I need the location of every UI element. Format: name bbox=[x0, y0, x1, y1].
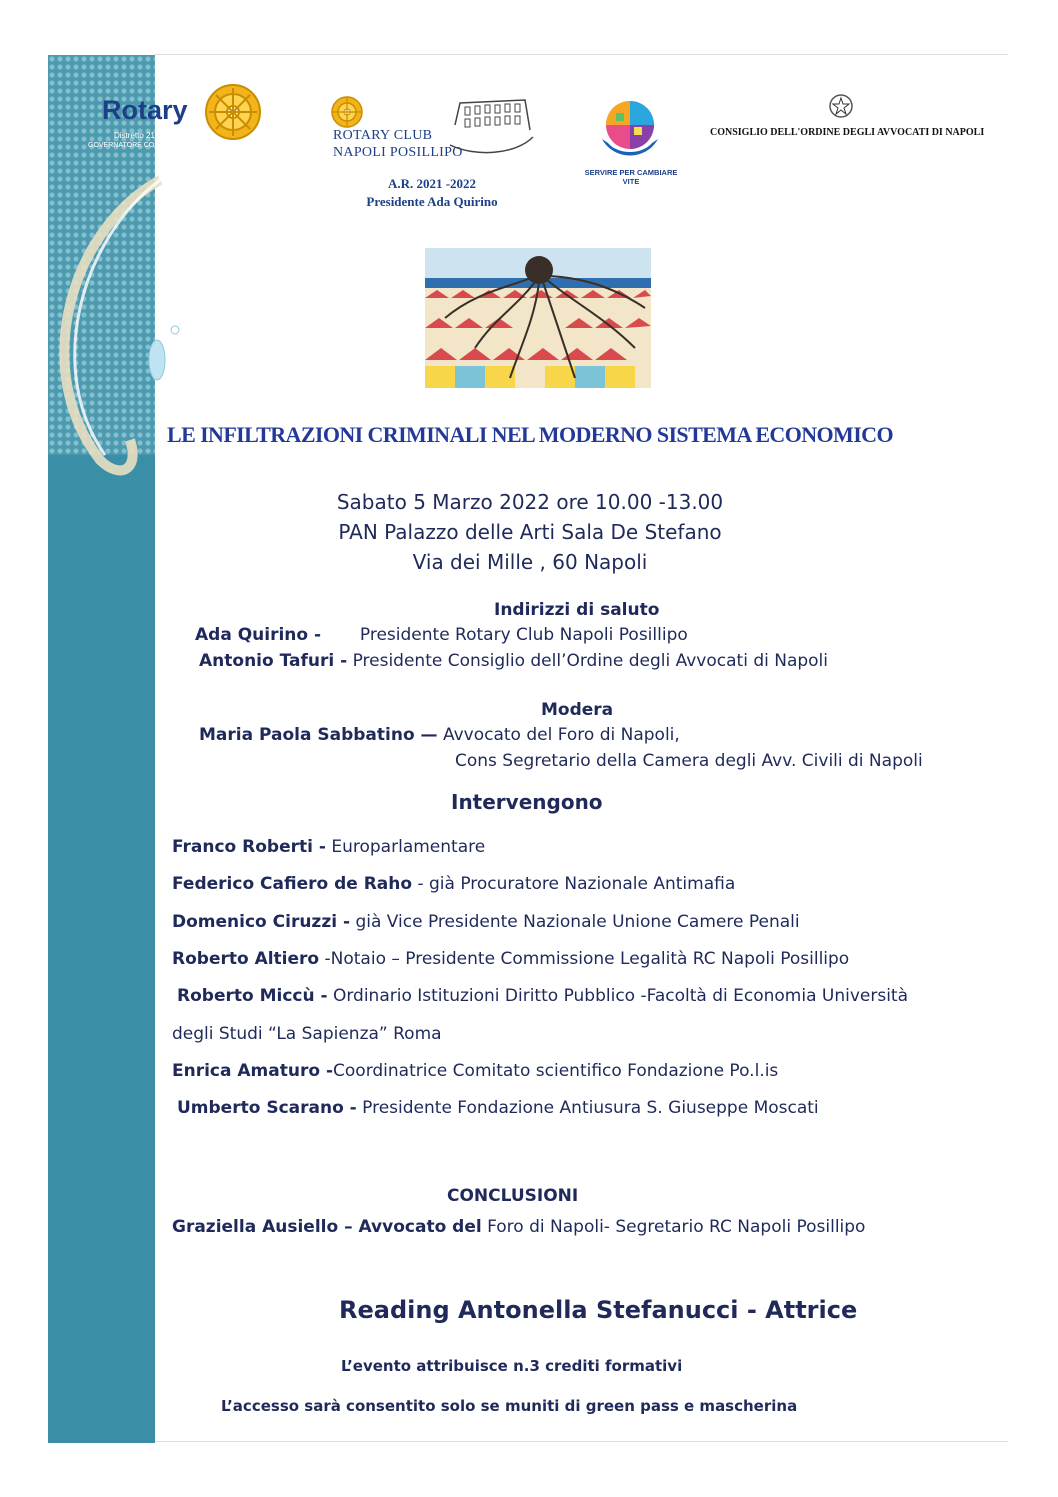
speaker-row bbox=[172, 912, 800, 932]
conclusioni-name: Graziella Ausiello – Avvocato del bbox=[172, 1217, 482, 1237]
credits-note: L’evento attribuisce n.3 crediti formativi bbox=[341, 1357, 683, 1375]
servire-globe-icon bbox=[594, 95, 666, 167]
club-name bbox=[333, 127, 463, 161]
conclusioni-row bbox=[172, 1217, 865, 1237]
modera-heading: Modera bbox=[541, 700, 614, 720]
moderator-row bbox=[199, 725, 680, 745]
octopus-painting bbox=[425, 248, 651, 388]
club-name-line1: ROTARY CLUB bbox=[333, 128, 433, 143]
year-label: A.R. 2021 -2022 bbox=[387, 176, 477, 191]
moderator-role-line2: Cons Segretario della Camera degli Avv. Civili di Napoli bbox=[455, 751, 923, 771]
consiglio-ordine-label: CONSIGLIO DELL'ORDINE DEGLI AVVOCATI DI NAPOLI bbox=[710, 127, 985, 138]
speaker-role: Ordinario Istituzioni Diritto Pubblico -Facoltà di Economia Università bbox=[332, 986, 909, 1006]
speaker-role-continuation: degli Studi “La Sapienza” Roma bbox=[172, 1024, 442, 1044]
speaker-name: Umberto Scarano - bbox=[177, 1098, 357, 1118]
italian-emblem-icon bbox=[828, 93, 854, 119]
top-border bbox=[155, 54, 1008, 55]
moderator-name: Maria Paola Sabbatino — bbox=[199, 725, 438, 745]
speaker-row bbox=[172, 837, 485, 857]
rotary-governor: GOVERNATORE COSTANTINO ASTARITA DG 2021/2022 bbox=[88, 142, 271, 149]
speaker-name: Domenico Ciruzzi - bbox=[172, 912, 351, 932]
intervengono-heading: Intervengono bbox=[451, 790, 603, 814]
speaker-row bbox=[172, 1061, 778, 1081]
speaker-role: già Vice Presidente Nazionale Unione Camere Penali bbox=[355, 912, 800, 932]
saluto-role: Presidente Consiglio dell’Ordine degli Avvocati di Napoli bbox=[352, 651, 829, 671]
saluto-name: Antonio Tafuri - bbox=[199, 651, 348, 671]
saluto-role: Presidente Rotary Club Napoli Posillipo bbox=[359, 625, 688, 645]
speaker-name: Franco Roberti - bbox=[172, 837, 326, 857]
saluti-heading: Indirizzi di saluto bbox=[494, 600, 660, 620]
speaker-row bbox=[177, 986, 908, 1006]
servire-caption: SERVIRE PER CAMBIARE VITE bbox=[584, 168, 678, 186]
event-title: LE INFILTRAZIONI CRIMINALI NEL MODERNO SISTEMA ECONOMICO bbox=[167, 422, 893, 447]
rotary-district: Distretto 2101 - Italia bbox=[114, 131, 188, 140]
speaker-role: -Notaio – Presidente Commissione Legalità RC Napoli Posillipo bbox=[324, 949, 850, 969]
speaker-role: Coordinatrice Comitato scientifico Fondazione Po.l.is bbox=[333, 1061, 779, 1081]
event-address: Via dei Mille , 60 Napoli bbox=[412, 550, 648, 574]
speaker-name: Federico Cafiero de Raho bbox=[172, 874, 413, 894]
speaker-role: - già Procuratore Nazionale Antimafia bbox=[417, 874, 736, 894]
club-wheel-icon bbox=[330, 95, 364, 129]
rotary-wordmark: Rotary bbox=[102, 95, 188, 125]
conclusioni-role: Foro di Napoli- Segretario RC Napoli Posillipo bbox=[487, 1217, 866, 1237]
speaker-role: Presidente Fondazione Antiusura S. Giuseppe Moscati bbox=[362, 1098, 819, 1118]
saluto-row bbox=[195, 625, 688, 645]
speaker-name: Enrica Amaturo - bbox=[172, 1061, 334, 1081]
club-name-line2: NAPOLI POSILLIPO bbox=[333, 145, 463, 160]
speaker-name: Roberto Altiero bbox=[172, 949, 320, 969]
rotary-wheel-icon bbox=[203, 82, 263, 142]
reading-line: Reading Antonella Stefanucci - Attrice bbox=[339, 1296, 858, 1324]
speaker-row bbox=[172, 949, 849, 969]
bottom-border bbox=[155, 1441, 1008, 1442]
speaker-row bbox=[172, 874, 735, 894]
club-president: Presidente Ada Quirino bbox=[366, 194, 498, 209]
access-note: L’accesso sarà consentito solo se muniti di green pass e mascherina bbox=[221, 1397, 798, 1415]
speaker-row bbox=[177, 1098, 819, 1118]
event-date: Sabato 5 Marzo 2022 ore 10.00 -13.00 bbox=[336, 490, 724, 514]
speaker-name: Roberto Miccù - bbox=[177, 986, 328, 1006]
event-venue: PAN Palazzo delle Arti Sala De Stefano bbox=[338, 520, 722, 544]
speaker-role: Europarlamentare bbox=[331, 837, 486, 857]
saluto-name: Ada Quirino - bbox=[195, 625, 322, 645]
moderator-role: Avvocato del Foro di Napoli, bbox=[442, 725, 680, 745]
saluto-row bbox=[199, 651, 828, 671]
colosseum-icon bbox=[445, 95, 535, 160]
conclusioni-heading: CONCLUSIONI bbox=[447, 1186, 579, 1206]
